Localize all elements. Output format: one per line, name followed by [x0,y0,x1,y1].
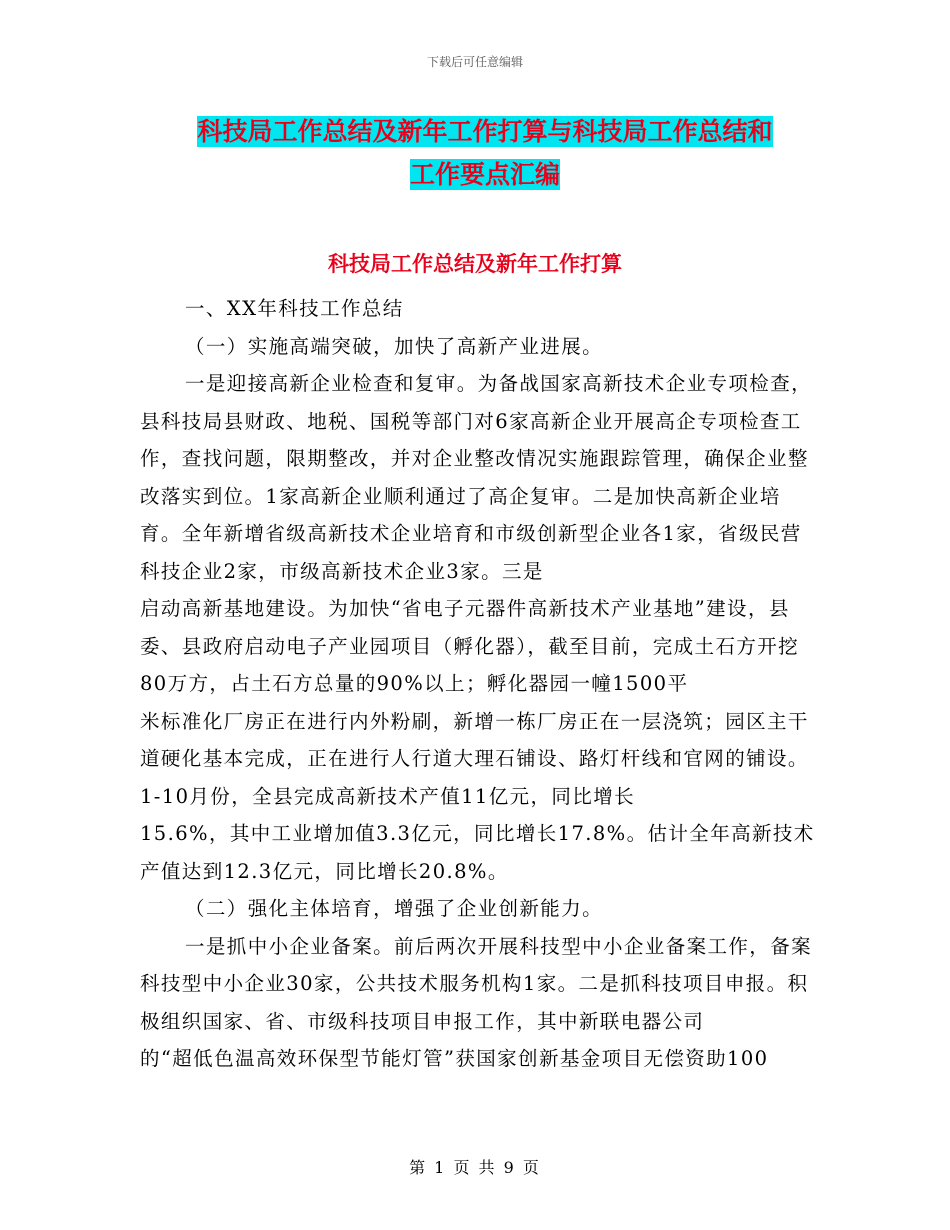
paragraph-base-construction: 启动高新基地建设。为加快“省电子元器件高新技术产业基地”建设，县委、县政府启动电子产业园项目（孵化器），截至目前，完成土石方开挖80万方，占土石方总量的90%以上；孵化器园一幢1500平 [140,597,800,695]
paragraph-output: 15.6%，其中工业增加值3.3亿元，同比增长17.8%。估计全年高新技术产值达到12.3亿元，同比增长20.8%。 [140,822,815,883]
section-title: 科技局工作总结及新年工作打算 [328,252,622,276]
paragraph-high-tech: 一是迎接高新企业检查和复审。为备战国家高新技术企业专项检查，县科技局县财政、地税、国税等部门对6家高新企业开展高企专项检查工作，查找问题，限期整改，并对企业整改情况实施跟踪管理，确保企业整改落实到位。1家高新企业顺利通过了高企复审。二是加快高新企业培育。全年新增省级高新技术企业培育和市级创新型企业各1家，省级民营科技企业2家，市级高新技术企业3家。三是 [140,372,813,583]
paragraph-factory: 米标准化厂房正在进行内外粉刷，新增一栋厂房正在一层浇筑；园区主干道硬化基本完成，正在进行人行道大理石铺设、路灯杆线和官网的铺设。1-10月份，全县完成高新技术产值11亿元，同比增长 [140,709,809,808]
document-body [140,290,820,1078]
paragraph-heading-1: 一、XX年科技工作总结 [185,297,404,320]
title-line-1: 科技局工作总结及新年工作打算与科技局工作总结和 [197,117,773,146]
paragraph-subheading-2: （二）强化主体培育，增强了企业创新能力。 [185,897,604,920]
paragraph-sme: 一是抓中小企业备案。前后两次开展科技型中小企业备案工作，备案科技型中小企业30家，公共技术服务机构1家。二是抓科技项目申报。积极组织国家、省、市级科技项目申报工作，其中新联电器公司 [140,934,813,1033]
paragraph-subheading-1: （一）实施高端突破，加快了高新产业进展。 [185,334,604,358]
header-note: 下载后可任意编辑 [426,55,523,69]
page-footer: 第 1 页 共 9 页 [409,1158,541,1177]
title-line-2: 工作要点汇编 [409,160,560,189]
paragraph-project: 的“超低色温高效环保型节能灯管”获国家创新基金项目无偿资助100 [140,1047,769,1070]
document-title [140,110,830,196]
